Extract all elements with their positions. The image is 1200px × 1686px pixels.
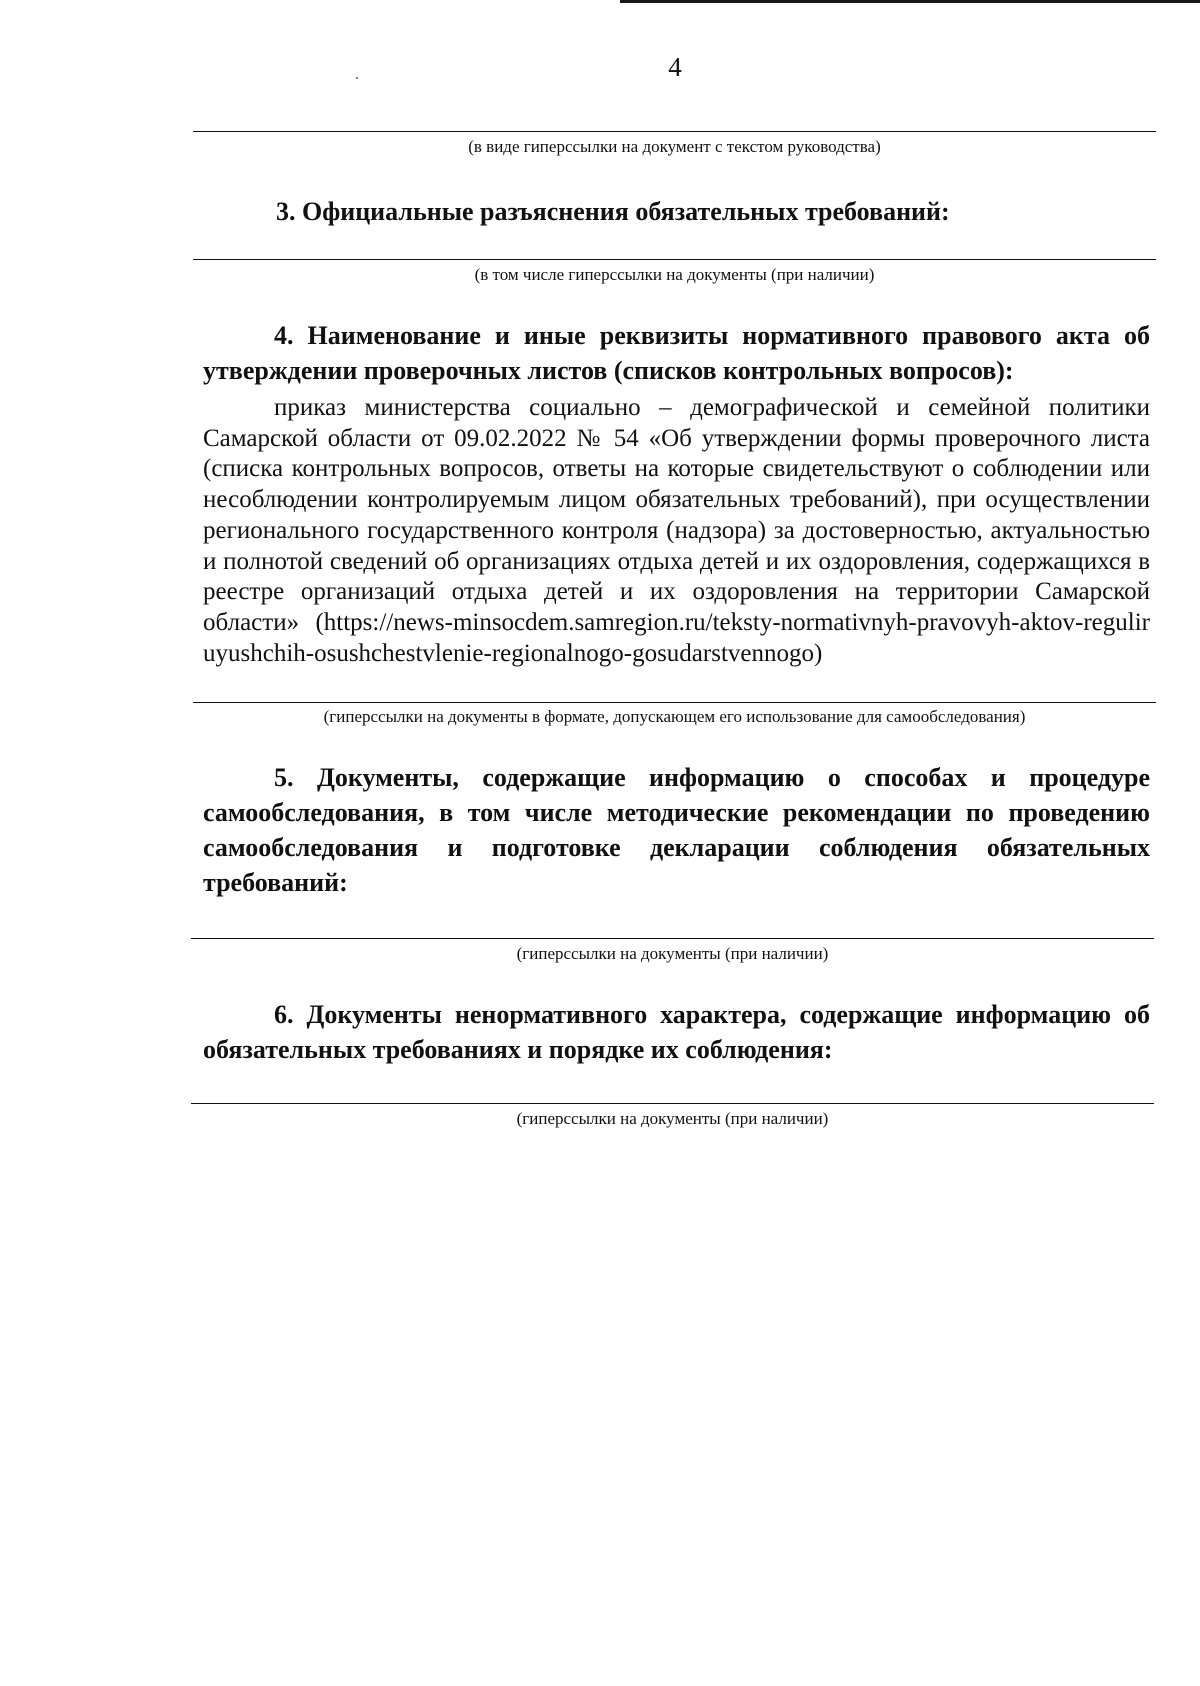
guide-hyperlink-rule	[193, 131, 1156, 132]
section-3-note: (в том числе гиперссылки на документы (при наличии)	[474, 265, 875, 284]
section-4-rule	[193, 702, 1156, 703]
guide-hyperlink-note: (в виде гиперссылки на документ с текстом руководства)	[468, 137, 881, 156]
section-4-heading: 4. Наименование и иные реквизиты нормативного правового акта об утверждении проверочных листов (списков контрольных вопросов):	[203, 321, 1150, 385]
section-3-rule	[193, 259, 1156, 260]
section-6-note: (гиперссылки на документы (при наличии)	[516, 1109, 829, 1128]
scan-edge-line	[620, 0, 1200, 3]
section-3-heading: 3. Официальные разъяснения обязательных требований:	[276, 197, 950, 226]
section-4-order-text: приказ министерства социально – демографической и семейной политики Самарской области от 09.02.2022 № 54 «Об утверждении формы проверочного листа (списка контрольных вопросов, ответы на которые свидетельствуют о соблюдении или несоблюдении контролируемым лицом обязательных требований), при осуществлении регионального государственного контроля (надзора) за достоверностью, актуальностью и полнотой сведений об организациях отдыха детей и их оздоровления, содержащихся в реестре организаций отдыха детей и их оздоровления на территории Самарской области»	[203, 394, 1150, 636]
section-6-rule	[191, 1103, 1154, 1104]
section-5-rule	[191, 938, 1154, 939]
page-number: 4	[668, 52, 682, 82]
section-6-heading: 6. Документы ненормативного характера, содержащие информацию об обязательных требованиях и порядке их соблюдения:	[203, 1000, 1150, 1064]
section-4-url: (https://news-minsocdem.samregion.ru/teksty-normativnyh-pravovyh-aktov-reguliruyushchih-osushchestvlenie-regionalnogo-gosudarstvennogo)	[203, 608, 1150, 667]
section-4-note: (гиперссылки на документы в формате, допускающем его использование для самообследования)	[323, 707, 1026, 726]
section-5-note: (гиперссылки на документы (при наличии)	[516, 944, 829, 963]
section-5-heading: 5. Документы, содержащие информацию о способах и процедуре самообследования, в том числе методические рекомендации по проведению самообследования и подготовке декларации соблюдения обязательных требований:	[203, 763, 1150, 897]
section-4-body	[203, 393, 1150, 669]
